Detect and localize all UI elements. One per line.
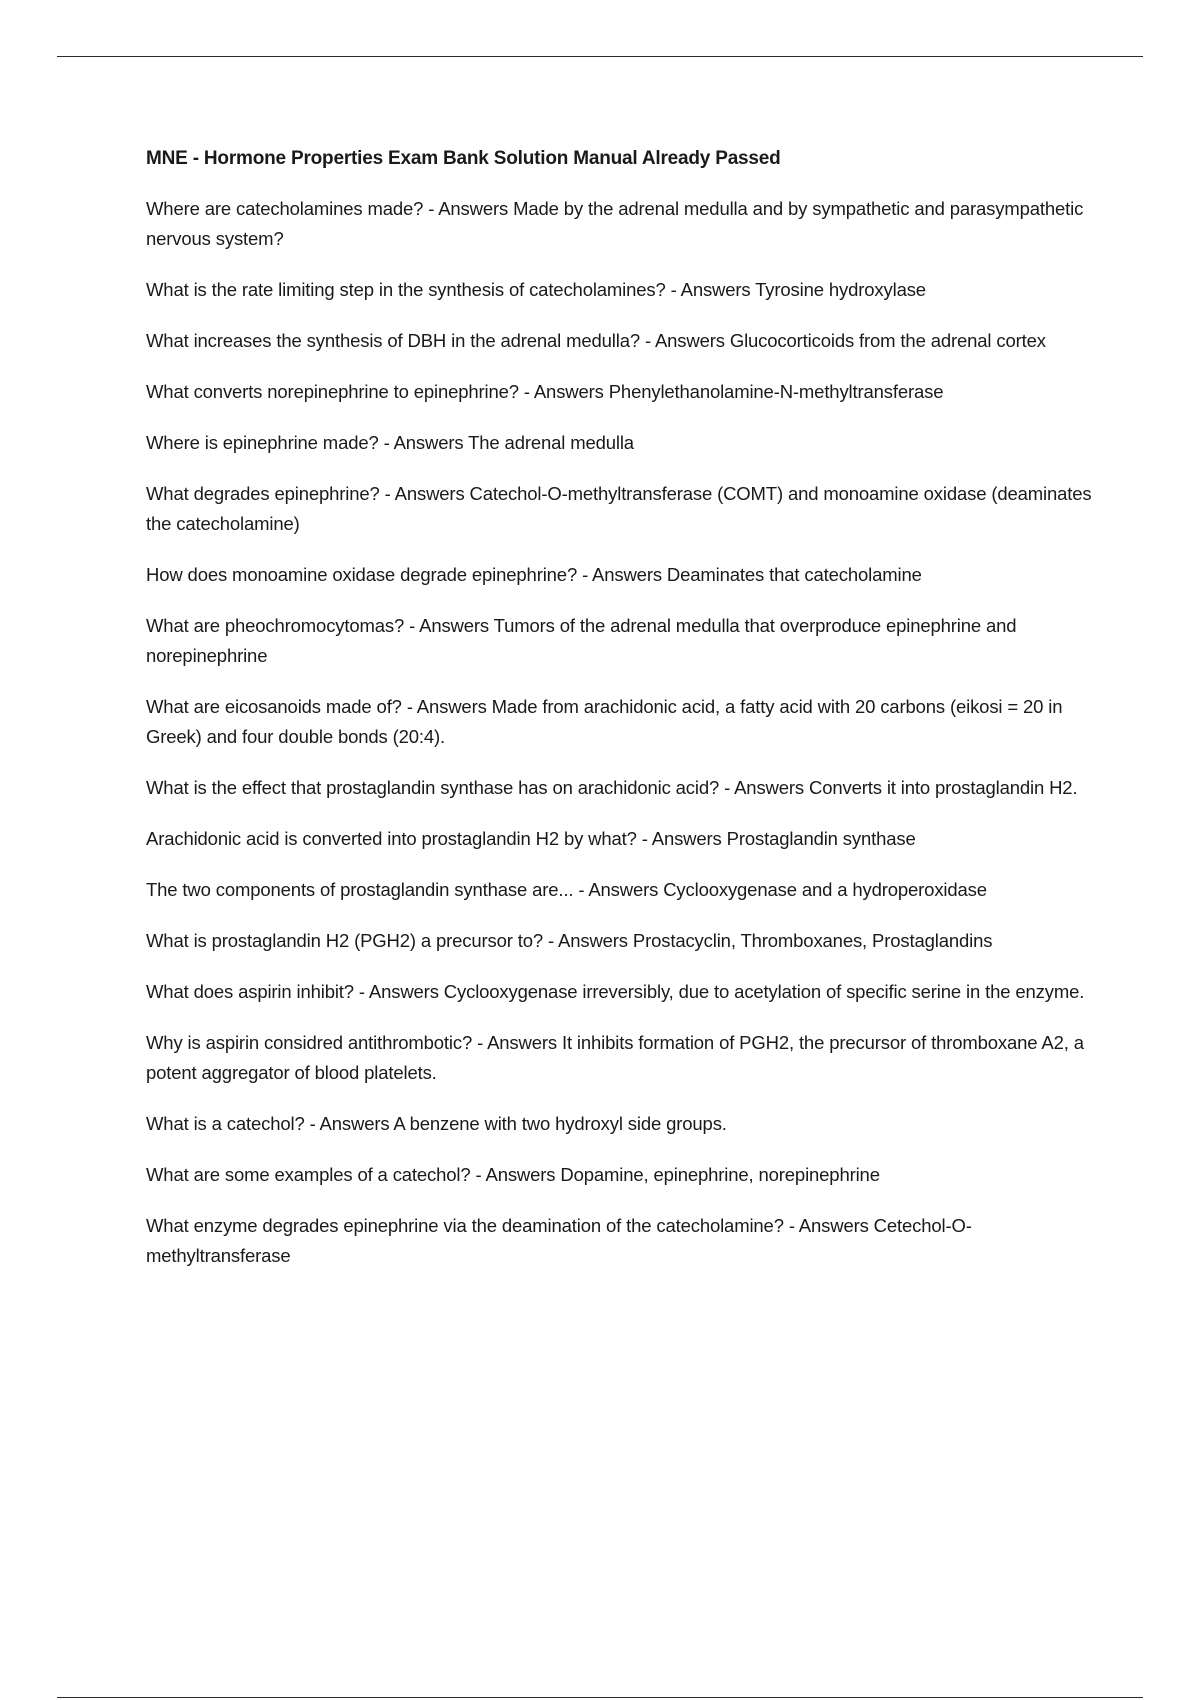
document-title: MNE - Hormone Properties Exam Bank Solution Manual Already Passed [146,148,781,169]
qa-item: What is a catechol? - Answers A benzene with two hydroxyl side groups. [146,1113,727,1134]
header-rule [57,56,1143,57]
qa-item: What are some examples of a catechol? - Answers Dopamine, epinephrine, norepinephrine [146,1164,880,1185]
footer-rule [57,1697,1143,1698]
qa-item: What converts norepinephrine to epinephrine? - Answers Phenylethanolamine-N-methyltransferase [146,381,944,402]
qa-item: The two components of prostaglandin synthase are... - Answers Cyclooxygenase and a hydroperoxidase [146,879,987,900]
qa-item: Arachidonic acid is converted into prostaglandin H2 by what? - Answers Prostaglandin synthase [146,828,916,849]
qa-item: What increases the synthesis of DBH in the adrenal medulla? - Answers Glucocorticoids from the adrenal cortex [146,330,1046,351]
qa-item: Where is epinephrine made? - Answers The adrenal medulla [146,432,634,453]
document-body [146,144,1096,1292]
qa-item: What is the rate limiting step in the synthesis of catecholamines? - Answers Tyrosine hydroxylase [146,279,926,300]
qa-item: How does monoamine oxidase degrade epinephrine? - Answers Deaminates that catecholamine [146,564,922,585]
qa-item: What degrades epinephrine? - Answers Catechol-O-methyltransferase (COMT) and monoamine oxidase (deaminates the catecholamine) [146,483,1092,534]
qa-item: Why is aspirin considred antithrombotic? - Answers It inhibits formation of PGH2, the precursor of thromboxane A2, a potent aggregator of blood platelets. [146,1032,1084,1083]
qa-item: What is prostaglandin H2 (PGH2) a precursor to? - Answers Prostacyclin, Thromboxanes, Prostaglandins [146,930,993,951]
qa-item: Where are catecholamines made? - Answers Made by the adrenal medulla and by sympathetic and parasympathetic nervous system? [146,198,1084,249]
qa-item: What is the effect that prostaglandin synthase has on arachidonic acid? - Answers Converts it into prostaglandin H2. [146,777,1078,798]
qa-item: What enzyme degrades epinephrine via the deamination of the catecholamine? - Answers Cetechol-O-methyltransferase [146,1215,972,1266]
qa-item: What are pheochromocytomas? - Answers Tumors of the adrenal medulla that overproduce epinephrine and norepinephrine [146,615,1017,666]
qa-item: What does aspirin inhibit? - Answers Cyclooxygenase irreversibly, due to acetylation of specific serine in the enzyme. [146,981,1085,1002]
qa-item: What are eicosanoids made of? - Answers Made from arachidonic acid, a fatty acid with 20 carbons (eikosi = 20 in Greek) and four double bonds (20:4). [146,696,1063,747]
